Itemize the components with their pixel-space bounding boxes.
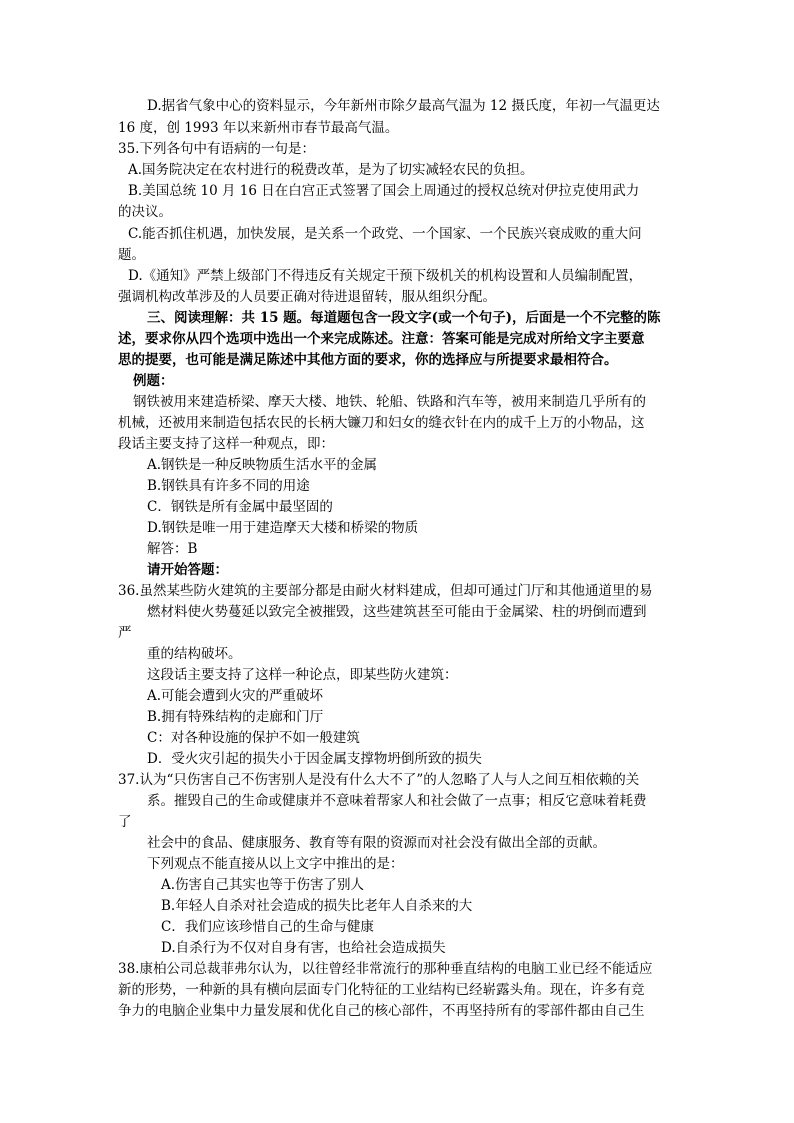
q36-stem: 这段话主要支持了这样一种论点，即某些防火建筑： xyxy=(147,667,458,683)
q34-option-d-line2: 16 度，创 1993 年以来新州市春节最高气温。 xyxy=(118,120,399,136)
q35-option-d-line2: 强调机构改革涉及的人员要正确对待进退留转，服从组织分配。 xyxy=(118,289,496,305)
q34-option-d-line1: D.据省气象中心的资料显示，今年新州市除夕最高气温为 12 摄氏度，年初一气温更达 xyxy=(147,98,660,114)
q37-option-a: A.伤害自己其实也等于伤害了别人 xyxy=(161,877,365,893)
q36-text-line4: 重的结构破坏。 xyxy=(147,646,242,662)
q37-option-b: B.年轻人自杀对社会造成的损失比老年人自杀来的大 xyxy=(161,898,473,914)
q37-text-line2: 系。摧毁自己的生命或健康并不意味着帮家人和社会做了一点事；相反它意味着耗费 xyxy=(147,793,647,809)
q35-option-d-line1: D.《通知》严禁上级部门不得违反有关规定干预下级机关的机构设置和人员编制配置， xyxy=(128,268,643,284)
start-answering-label: 请开始答题： xyxy=(147,562,228,578)
q37-option-d: D.自杀行为不仅对自身有害，也给社会造成损失 xyxy=(161,940,446,956)
example-text-line3: 段话主要支持了这样一种观点，即： xyxy=(118,436,334,452)
q37-text-line1: 37.认为“只伤害自己不伤害别人是没有什么大不了”的人忽略了人与人之间互相依赖的关 xyxy=(118,772,640,788)
example-answer: 解答：B xyxy=(147,541,198,557)
q38-text-line1: 38.康柏公司总裁菲弗尔认为，以往曾经非常流行的那种垂直结构的电脑工业已经不能适应 xyxy=(118,961,653,977)
q35-stem: 35.下列各句中有语病的一句是： xyxy=(118,141,315,157)
q38-text-line3: 争力的电脑企业集中力量发展和优化自己的核心部件，不再坚持所有的零部件都由自己生 xyxy=(118,1003,645,1019)
q36-option-d: D．受火灾引起的损失小于因金属支撑物坍倒所致的损失 xyxy=(147,751,482,767)
q37-text-line4: 社会中的食品、健康服务、教育等有限的资源而对社会没有做出全部的贡献。 xyxy=(147,835,606,851)
example-option-c: C．钢铁是所有金属中最坚固的 xyxy=(147,499,333,515)
example-option-b: B.钢铁具有许多不同的用途 xyxy=(147,478,310,494)
example-option-d: D.钢铁是唯一用于建造摩天大楼和桥梁的物质 xyxy=(147,520,419,536)
example-option-a: A.钢铁是一种反映物质生活水平的金属 xyxy=(147,457,378,473)
q35-option-c-line1: C.能否抓住机遇，加快发展，是关系一个政党、一个国家、一个民族兴衰成败的重大问 xyxy=(128,226,642,242)
example-label: 例题： xyxy=(133,373,174,389)
example-text-line2: 机械，还被用来制造包括农民的长柄大镰刀和妇女的缝衣针在内的成千上万的小物品，这 xyxy=(118,415,645,431)
q37-option-c: C．我们应该珍惜自己的生命与健康 xyxy=(161,919,374,935)
q35-option-a: A.国务院决定在农村进行的税费改革，是为了切实减轻农民的负担。 xyxy=(128,162,534,178)
section3-title-line3: 思的提要，也可能是满足陈述中其他方面的要求，你的选择应与所提要求最相符合。 xyxy=(118,352,618,368)
q35-option-b-line2: 的决议。 xyxy=(118,204,172,220)
q38-text-line2: 新的形势，一种新的具有横向层面专门化特征的工业结构已经崭露头角。现在，许多有竞 xyxy=(118,982,645,998)
q36-text-line1: 36.虽然某些防火建筑的主要部分都是由耐火材料建成，但却可通过门厅和其他通道里的易 xyxy=(118,583,653,599)
q36-option-a: A.可能会遭到火灾的严重破坏 xyxy=(147,688,324,704)
q35-option-b-line1: B.美国总统 10 月 16 日在白宫正式签署了国会上周通过的授权总统对伊拉克使用武力 xyxy=(128,183,640,199)
example-text-line1: 钢铁被用来建造桥梁、摩天大楼、地铁、轮船、铁路和汽车等，被用来制造几乎所有的 xyxy=(133,394,646,410)
q37-text-line3: 了 xyxy=(118,814,132,830)
q35-option-c-line2: 题。 xyxy=(118,247,145,263)
q36-option-b: B.拥有特殊结构的走廊和门厅 xyxy=(147,709,324,725)
q37-stem: 下列观点不能直接从以上文字中推出的是： xyxy=(147,856,404,872)
section3-title-line2: 述，要求你从四个选项中选出一个来完成陈述。注意：答案可能是完成对所给文字主要意 xyxy=(118,331,645,347)
q36-option-c: C：对各种设施的保护不如一般建筑 xyxy=(147,730,360,746)
q36-text-line2: 燃材料使火势蔓延以致完全被摧毁，这些建筑甚至可能由于金属梁、柱的坍倒而遭到 xyxy=(147,604,647,620)
section3-title-line1: 三、阅读理解：共 15 题。每道题包含一段文字(或一个句子)，后面是一个不完整的陈 xyxy=(147,310,661,326)
q36-text-line3: 严 xyxy=(118,625,132,641)
